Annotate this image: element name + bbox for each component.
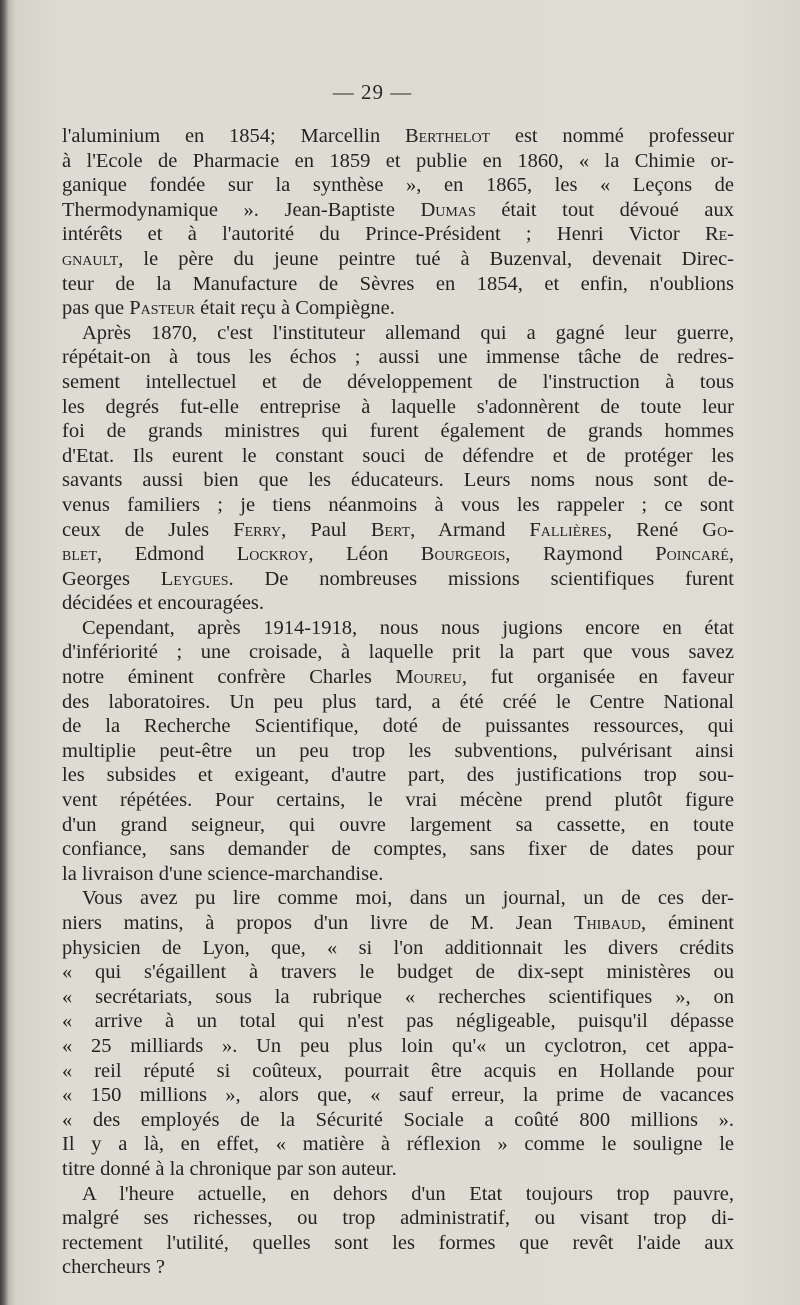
text-segment: . De nombreuses missions scientifiques furent [228,567,734,590]
text-segment: l'aluminium en 1854; Marcellin [62,125,405,147]
text-segment: Thermodynamique ». Jean-Baptiste [62,198,421,221]
small-caps-name: gnault, [62,247,124,270]
small-caps-name: Leygues [160,567,229,590]
small-caps-name: Bourgeois [420,543,506,566]
text-line [62,911,734,936]
text-segment: les subsides et exigeant, d'autre part, des justifications trop sou- [62,764,734,787]
text-line [62,198,734,223]
text-segment: Georges [62,567,161,590]
text-segment: Vous avez pu lire comme moi, dans un journal, un de ces der- [82,887,734,910]
text-segment: confiance, sans demander de comptes, sans fixer de dates pour [62,838,734,861]
text-line [62,321,734,346]
text-line [62,813,734,838]
text-segment: physicien de Lyon, que, « si l'on additionnait les divers crédits [62,936,734,959]
small-caps-name: Thibaud [574,912,642,934]
small-caps-name: Ferry [233,518,282,541]
text-segment: ganique fondée sur la synthèse », en 1865, les « Leçons de [62,174,734,197]
text-segment: , fut organisée en faveur [461,666,734,689]
text-segment: intérêts et à l'autorité du Prince-Président ; Henri Victor [62,223,705,246]
text-segment: les degrés fut-elle entreprise à laquelle s'adonnèrent de toute leur [62,395,734,418]
text-segment: « qui s'égaillent à travers le budget de dix-sept ministères ou [62,961,734,984]
text-segment: à l'Ecole de Pharmacie en 1859 et publie en 1860, « la Chimie or- [62,149,734,172]
text-segment: Il y a là, en effet, « matière à réflexion » comme le souligne le [62,1133,734,1156]
text-segment: pas que [62,297,130,320]
text-line [62,616,734,641]
text-segment: répétait-on à tous les échos ; aussi une immense tâche de redres- [62,346,734,369]
small-caps-name: blet [62,543,97,566]
text-segment: d'un grand seigneur, qui ouvre largement sa cassette, en toute [62,813,734,836]
text-line [62,345,734,370]
text-line [62,862,734,887]
text-line [62,886,734,911]
text-line [62,272,734,297]
text-line [62,542,734,567]
text-segment: sement intellectuel et de développement de l'instruction à tous [62,370,734,393]
text-segment: d'infériorité ; une croisade, à laquelle prit la part que vous savez [62,641,734,664]
text-segment: était tout dévoué aux [475,198,734,221]
text-segment: « reil réputé si coûteux, pourrait être acquis en Hollande pour [62,1059,734,1082]
small-caps-name: Pasteur [129,297,196,320]
text-line [62,665,734,690]
text-segment: , Raymond [505,543,656,566]
text-segment: niers matins, à propos d'un livre de M. Jean [62,912,575,934]
page-number: — 29 — [332,80,413,104]
small-caps-name: Lockroy [236,543,309,566]
text-segment: , Léon [308,543,421,566]
text-segment: la livraison d'une science-marchandise. [62,862,384,885]
text-line [62,173,734,198]
text-segment: Cependant, après 1914-1918, nous nous jugions encore en état [82,616,734,639]
text-segment: , éminent [641,912,734,934]
text-segment: , René [606,518,703,541]
text-line [62,395,734,420]
text-line [62,739,734,764]
text-line [62,124,734,149]
text-line [62,1009,734,1034]
text-segment: « des employés de la Sécurité Sociale a coûté 800 millions ». [62,1108,734,1131]
text-segment: des laboratoires. Un peu plus tard, a été créé le Centre National [62,690,734,713]
text-segment: « secrétariats, sous la rubrique « recherches scientifiques », on [62,985,734,1008]
text-line [62,1059,734,1084]
body-text [62,124,734,1280]
text-segment: savants aussi bien que les éducateurs. Leurs noms nous sont de- [62,469,734,492]
text-line [62,1083,734,1108]
text-segment: malgré ses richesses, ou trop administratif, ou visant trop di- [62,1207,734,1230]
text-line [62,1182,734,1207]
text-segment: vent répétées. Pour certains, le vrai mécène prend plutôt figure [62,789,734,812]
text-line [62,444,734,469]
text-line [62,149,734,174]
small-caps-name: Fallières [529,518,607,541]
text-line [62,1132,734,1157]
text-segment: notre éminent confrère Charles [62,666,396,689]
text-line [62,247,734,272]
text-segment: , Edmond [97,543,237,566]
text-line [62,518,734,543]
text-segment: teur de la Manufacture de Sèvres en 1854, et enfin, n'oublions [62,272,734,295]
text-segment: décidées et encouragées. [62,592,265,615]
small-caps-name: Re- [704,223,734,246]
text-segment: « 150 millions », alors que, « sauf erreur, la prime de vacances [62,1084,734,1107]
text-line [62,222,734,247]
text-segment: , Armand [410,518,530,541]
text-line [62,296,734,321]
text-line [62,714,734,739]
small-caps-name: Dumas [420,198,476,221]
text-segment: est nommé professeur [490,125,734,147]
text-line [62,468,734,493]
text-line [62,370,734,395]
text-line [62,1157,734,1182]
small-caps-name: Berthelot [404,125,491,147]
text-line [62,567,734,592]
text-segment: A l'heure actuelle, en dehors d'un Etat toujours trop pauvre, [82,1182,734,1205]
text-line [62,640,734,665]
text-line [62,1034,734,1059]
small-caps-name: Go- [702,518,734,541]
text-segment: chercheurs ? [62,1256,166,1279]
small-caps-name: Moureu [395,666,462,689]
text-segment: le père du jeune peintre tué à Buzenval, devenait Direc- [123,247,734,270]
text-line [62,1108,734,1133]
text-segment: titre donné à la chronique par son auteur. [62,1157,397,1180]
text-segment: d'Etat. Ils eurent le constant souci de défendre et de protéger les [62,444,734,467]
text-segment: ceux de Jules [62,518,234,541]
text-line [62,493,734,518]
text-segment: Après 1870, c'est l'instituteur allemand qui a gagné leur guerre, [82,321,734,344]
text-line [62,837,734,862]
text-segment: était reçu à Compiègne. [195,297,395,320]
text-segment: , [728,543,734,566]
text-segment: rectement l'utilité, quelles sont les formes que revêt l'aide aux [62,1231,734,1254]
text-segment: de la Recherche Scientifique, doté de puissantes ressources, qui [62,715,734,738]
text-segment: foi de grands ministres qui furent également de grands hommes [62,420,734,443]
text-line [62,936,734,961]
text-segment: « 25 milliards ». Un peu plus loin qu'« un cyclotron, cet appa- [62,1034,734,1057]
text-line [62,960,734,985]
text-line [62,1255,734,1280]
text-line [62,690,734,715]
text-line [62,1231,734,1256]
small-caps-name: Poincaré [655,543,729,566]
text-segment: « arrive à un total qui n'est pas négligeable, puisqu'il dépasse [62,1010,734,1033]
text-line [62,1206,734,1231]
text-line [62,419,734,444]
text-line [62,788,734,813]
text-segment: multiplie peut-être un peu trop les subventions, pulvérisant ainsi [62,739,734,762]
small-caps-name: Bert [370,518,411,541]
text-line [62,985,734,1010]
text-segment: venus familiers ; je tiens néanmoins à vous les rappeler ; ce sont [62,493,734,516]
text-line [62,591,734,616]
text-line [62,763,734,788]
text-segment: , Paul [281,518,371,541]
